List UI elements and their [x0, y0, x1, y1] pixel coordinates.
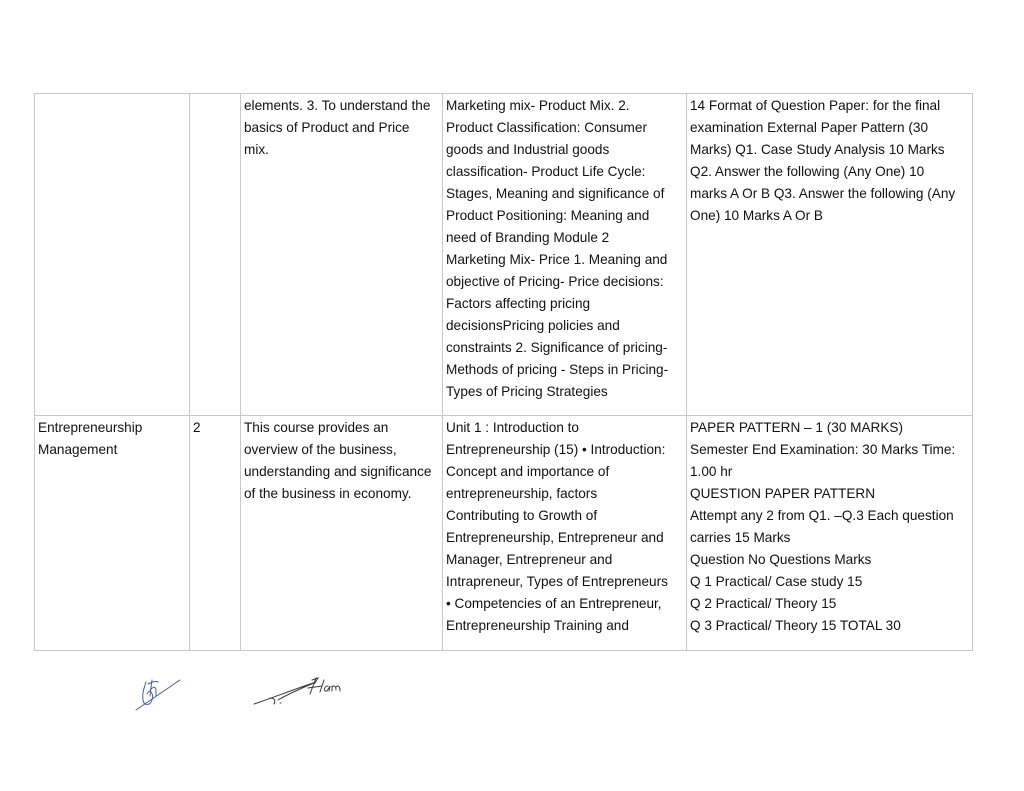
- objectives-cell: [241, 416, 443, 651]
- text-line: Intrapreneur, Types of Entrepreneurs: [446, 574, 668, 589]
- content-cell: [443, 416, 687, 651]
- text-line: QUESTION PAPER PATTERN: [690, 486, 876, 501]
- text-line: entrepreneurship, factors: [446, 486, 598, 501]
- text-line: Q 1 Practical/ Case study 15: [690, 574, 863, 589]
- text-line: Entrepreneurship Training and: [446, 618, 629, 633]
- text-line: examination External Paper Pattern (30: [690, 120, 929, 135]
- content-cell: [443, 94, 687, 416]
- text-line: elements. 3. To understand the: [244, 98, 431, 113]
- text-line: basics of Product and Price: [244, 120, 410, 135]
- text-line: carries 15 Marks: [690, 530, 791, 545]
- credits-cell: 2: [190, 416, 241, 651]
- text-line: PAPER PATTERN – 1 (30 MARKS): [690, 420, 904, 435]
- table-row: [35, 94, 973, 416]
- text-line: Marketing Mix- Price 1. Meaning and: [446, 252, 668, 267]
- text-line: 1.00 hr: [690, 464, 733, 479]
- text-line: Entrepreneurship (15) • Introduction:: [446, 442, 666, 457]
- course-name-cell: [35, 94, 190, 416]
- text-line: This course provides an: [244, 420, 389, 435]
- credits-cell: [190, 94, 241, 416]
- text-line: Question No Questions Marks: [690, 552, 872, 567]
- text-line: need of Branding Module 2: [446, 230, 610, 245]
- text-line: Entrepreneurship: [38, 420, 143, 435]
- text-line: Product Classification: Consumer: [446, 120, 647, 135]
- table-row: [35, 416, 973, 651]
- text-line: Factors affecting pricing: [446, 296, 591, 311]
- text-line: goods and Industrial goods: [446, 142, 610, 157]
- text-line: Stages, Meaning and significance of: [446, 186, 665, 201]
- signature-2: [252, 674, 358, 708]
- text-line: Marketing mix- Product Mix. 2.: [446, 98, 630, 113]
- text-line: Unit 1 : Introduction to: [446, 420, 579, 435]
- text-line: mix.: [244, 142, 269, 157]
- text-line: Attempt any 2 from Q1. –Q.3 Each question: [690, 508, 954, 523]
- text-line: One) 10 Marks A Or B: [690, 208, 823, 223]
- syllabus-table: [34, 93, 973, 651]
- text-line: understanding and significance: [244, 464, 432, 479]
- text-line: objective of Pricing- Price decisions:: [446, 274, 664, 289]
- text-line: Entrepreneurship, Entrepreneur and: [446, 530, 664, 545]
- text-line: decisionsPricing policies and: [446, 318, 620, 333]
- objectives-cell: [241, 94, 443, 416]
- text-line: • Competencies of an Entrepreneur,: [446, 596, 662, 611]
- text-line: Manager, Entrepreneur and: [446, 552, 613, 567]
- text-line: Semester End Examination: 30 Marks Time:: [690, 442, 956, 457]
- text-line: Types of Pricing Strategies: [446, 384, 608, 399]
- text-line: Q 3 Practical/ Theory 15 TOTAL 30: [690, 618, 901, 633]
- course-name-cell: [35, 416, 190, 651]
- evaluation-cell: [687, 416, 973, 651]
- text-line: Q 2 Practical/ Theory 15: [690, 596, 837, 611]
- text-line: constraints 2. Significance of pricing-: [446, 340, 668, 355]
- text-line: Contributing to Growth of: [446, 508, 598, 523]
- text-line: Management: [38, 442, 118, 457]
- text-line: classification- Product Life Cycle:: [446, 164, 646, 179]
- text-line: 14 Format of Question Paper: for the final: [690, 98, 941, 113]
- text-line: Product Positioning: Meaning and: [446, 208, 650, 223]
- text-line: marks A Or B Q3. Answer the following (Any: [690, 186, 956, 201]
- text-line: Methods of pricing - Steps in Pricing-: [446, 362, 669, 377]
- text-line: overview of the business,: [244, 442, 397, 457]
- evaluation-cell: [687, 94, 973, 416]
- text-line: Marks) Q1. Case Study Analysis 10 Marks: [690, 142, 945, 157]
- text-line: Concept and importance of: [446, 464, 610, 479]
- text-line: Q2. Answer the following (Any One) 10: [690, 164, 925, 179]
- signature-1: [134, 672, 184, 714]
- text-line: of the business in economy.: [244, 486, 412, 501]
